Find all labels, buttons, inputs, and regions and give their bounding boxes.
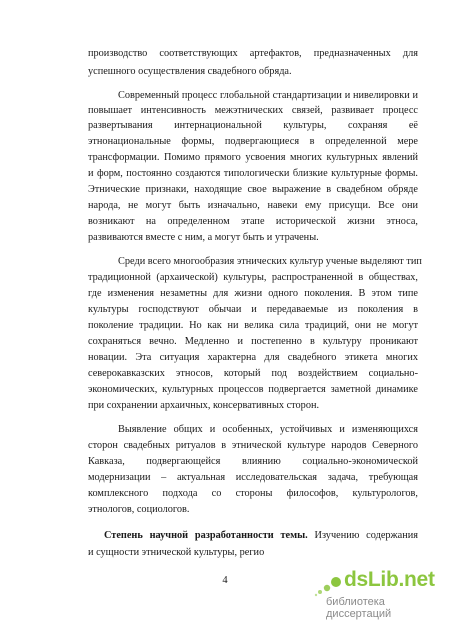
text-line: Среди всего многообразия этнических культур ученые выделяют тип <box>118 256 422 267</box>
text-line: комплексного подхода со стороны философов, культурологов, <box>88 488 418 499</box>
text-line: Современный процесс глобальной стандартизации и нивелировки и <box>118 90 418 101</box>
watermark-dots-icon <box>314 574 342 598</box>
text-line: этнологов, социологов. <box>88 504 190 515</box>
text-line: этнонациональные формы, подвергающиеся в определенной мере <box>88 136 418 147</box>
text-line: сторон свадебных ритуалов в этнической культуре народов Северного <box>88 440 418 451</box>
text-line: Этнические признаки, находящие свое выражение в свадебном обряде <box>88 184 418 195</box>
text-line: сохраняться вечно. Медленно и постепенно в культуру проникают <box>88 336 418 347</box>
text-line: трансформации. Помимо прямого усвоения многих культурных явлений <box>88 152 418 163</box>
text-line: и сущности этнической культуры, регио <box>88 547 265 558</box>
section-heading: Степень научной разработанности темы. <box>104 530 308 541</box>
watermark-logo: dsLib.net <box>344 568 435 591</box>
text-line: модернизации – актуальная исследовательская задача, требующая <box>88 472 418 483</box>
text-line: возникают на определенном этапе исторической жизни этноса, <box>88 216 418 227</box>
watermark-subtitle: библиотека диссертаций <box>326 596 392 620</box>
text-span: Изучению содержания <box>307 530 418 541</box>
text-line: поколение традиции. Но как ни велика сила традиций, они не могут <box>88 320 418 331</box>
text-line <box>104 530 418 542</box>
text-line: развертывания интернациональной культуры, сохраняя её <box>88 120 418 131</box>
text-line: повышает интенсивность межэтнических связей, развивает процесс <box>88 105 418 116</box>
text-line: культуры господствуют обычаи и передаваемые из поколения в <box>88 304 418 315</box>
text-line: экономических, культурных процессов подвергается заметной динамике <box>88 384 418 395</box>
text-line: и форм, постоянно создаются типологически близкие культурные формы. <box>88 168 418 179</box>
text-line: северокавказских этносов, который под воздействием социально- <box>88 368 418 379</box>
text-line: новации. Эта ситуация характерна для свадебного этикета многих <box>88 352 418 363</box>
text-line: традиционной (архаической) культуры, распространенной в обществах, <box>88 272 418 283</box>
text-line: успешного осуществления свадебного обряда. <box>88 66 292 77</box>
text-line: народа, не могут быть изначально, навеки ему присущи. Все они <box>88 200 418 211</box>
text-line: Выявление общих и особенных, устойчивых и изменяющихся <box>118 424 418 435</box>
text-line: развиваются вместе с ним, а могут быть и утрачены. <box>88 232 319 243</box>
text-line: где изменения незаметны для жизни одного поколения. В этом типе <box>88 288 418 299</box>
text-line: производство соответствующих артефактов, предназначенных для <box>88 48 418 59</box>
watermark <box>308 568 448 620</box>
page-number: 4 <box>222 575 228 586</box>
text-line: Кавказа, подвергающейся влиянию социально-экономической <box>88 456 418 467</box>
text-line: при сохранении архаичных, консервативных сторон. <box>88 400 320 411</box>
